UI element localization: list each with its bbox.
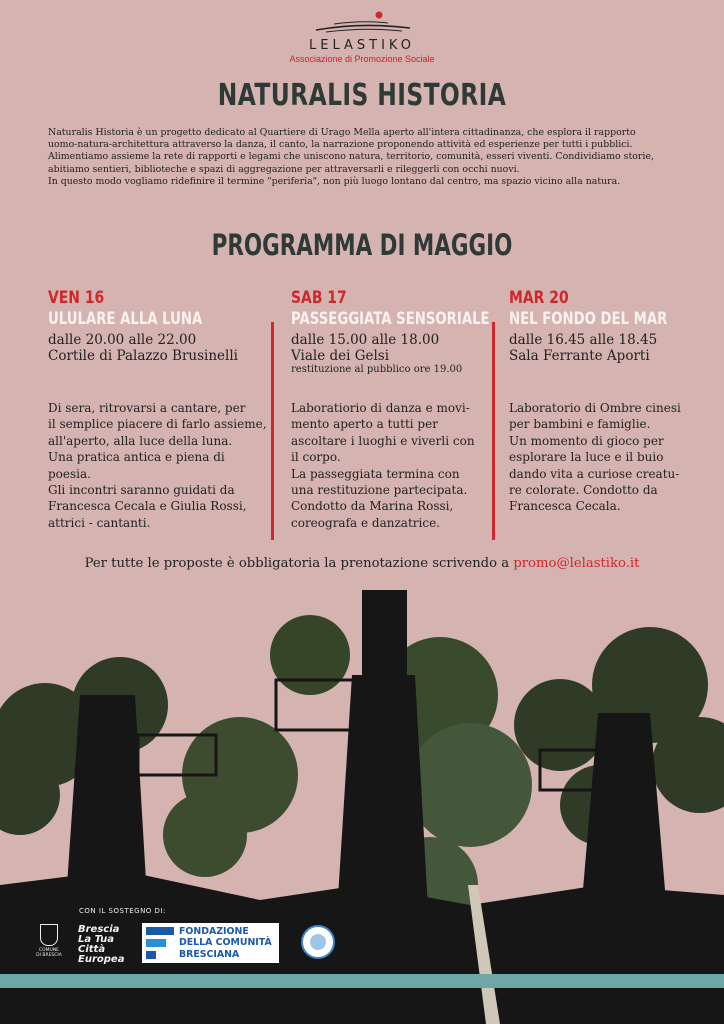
central-tower-top: [362, 590, 407, 680]
tree-foliage: [163, 793, 247, 877]
intro-line: Naturalis Historia è un progetto dedicato al Quartiere di Urago Mella aperto all'intera cittadinanza, che esplora il rapporto: [48, 127, 636, 138]
booking-email-link[interactable]: promo@lelastiko.it: [513, 556, 640, 571]
event-title: NEL FONDO DEL MAR: [509, 309, 668, 329]
footer-band: [0, 974, 724, 988]
description-line: Laboratorio di Ombre cinesi: [509, 401, 681, 415]
description-line: Francesca Cecala.: [509, 499, 621, 514]
event-day: SAB 17: [291, 288, 347, 308]
description-line: Una pratica antica e piena di: [48, 450, 225, 465]
comune-label: COMUNE DI BRESCIA: [36, 948, 62, 958]
tree-foliage: [270, 615, 350, 695]
fondazione-line: FONDAZIONE: [179, 926, 249, 937]
description-line: per bambini e famiglie.: [509, 417, 651, 432]
event-time: dalle 20.00 alle 22.00: [48, 332, 197, 348]
intro-line: Alimentiamo assieme la rete di rapporti e legami che uniscono natura, territorio, comunità, esseri viventi. Condividiamo storie,: [48, 151, 654, 163]
description-line: Laboratiorio di danza e movi-: [291, 401, 470, 415]
intro-paragraph: [48, 127, 678, 188]
logo-swoosh-icon: [292, 8, 432, 36]
event-place: Sala Ferrante Aporti: [509, 348, 650, 364]
event-description: [48, 400, 267, 531]
description-line: Francesca Cecala e Giulia Rossi,: [48, 499, 247, 514]
tree-foliage: [514, 679, 606, 771]
event-divider: [271, 322, 274, 540]
fondazione-line: DELLA COMUNITÀ: [179, 937, 272, 949]
description-line: La passeggiata termina con: [291, 466, 460, 481]
fondazione-line: BRESCIANA: [179, 948, 240, 960]
description-line: una restituzione partecipata.: [291, 483, 468, 498]
event-day: MAR 20: [509, 288, 569, 308]
fondazione-name: [179, 926, 272, 960]
event-time: dalle 15.00 alle 18.00: [291, 332, 440, 348]
comune-brescia-logo: [36, 924, 62, 958]
event-note: restituzione al pubblico ore 19.00: [291, 364, 463, 375]
page-title: NATURALIS HISTORIA: [217, 78, 507, 113]
booking-text: Per tutte le proposte è obbligatoria la prenotazione scrivendo a: [84, 556, 514, 571]
description-line: dando vita a curiose creatu-: [509, 466, 680, 481]
description-line: il corpo.: [291, 450, 341, 465]
event-place: Viale dei Gelsi: [291, 348, 390, 364]
logo-mark: [292, 8, 432, 36]
association-logo: [0, 8, 724, 64]
crest-icon: [40, 924, 58, 946]
event-description: [291, 400, 475, 531]
fondazione-f-icon: [144, 925, 176, 961]
description-line: attrici - cantanti.: [48, 515, 151, 530]
description-line: coreografa e danzatrice.: [291, 515, 440, 530]
event-time: dalle 16.45 alle 18.45: [509, 332, 658, 348]
description-line: mento aperto a tutti per: [291, 417, 438, 432]
brescia-european-city-logo: [78, 925, 134, 965]
intro-line: In questo modo vogliamo ridefinire il termine "periferia", non più luogo lontano dal centro, ma spazio vicino alla natura.: [48, 175, 621, 187]
event-title: ULULARE ALLA LUNA: [48, 309, 203, 329]
description-line: Condotto da Marina Rossi,: [291, 499, 454, 514]
description-line: Di sera, ritrovarsi a cantare, per: [48, 401, 246, 415]
brescia-line: Brescia: [78, 924, 120, 935]
program-title: PROGRAMMA DI MAGGIO: [211, 228, 513, 262]
brescia-line: Europea: [78, 954, 125, 965]
intro-line: uomo-natura-architettura attraverso la danza, il canto, la narrazione proponendo attività ed esperienze per tutti i pubblici.: [48, 139, 633, 151]
round-partner-logo: [301, 925, 335, 959]
event-place: Cortile di Palazzo Brusinelli: [48, 348, 238, 364]
tree-foliage: [408, 723, 532, 847]
fondazione-logo: [142, 923, 279, 963]
description-line: esplorare la luce e il buio: [509, 450, 664, 465]
booking-notice: [0, 556, 724, 571]
description-line: ascoltare i luoghi e viverli con: [291, 433, 475, 448]
brescia-line: La Tua Città: [78, 934, 115, 955]
description-line: Gli incontri saranno guidati da: [48, 483, 235, 498]
sponsor-label: CON IL SOSTEGNO DI:: [79, 907, 166, 915]
description-line: all'aperto, alla luce della luna.: [48, 433, 233, 448]
event-title: PASSEGGIATA SENSORIALE: [291, 309, 490, 329]
event-day: VEN 16: [48, 288, 105, 308]
intro-line: abitiamo sentieri, biblioteche e spazi di aggregazione per attraversarli e rileggerli con occhi nuovi.: [48, 163, 520, 175]
description-line: poesia.: [48, 466, 91, 481]
event-divider: [492, 322, 495, 540]
partner-emblem-icon: [310, 934, 326, 950]
event-description: [509, 400, 681, 515]
description-line: Un momento di gioco per: [509, 433, 664, 448]
event-card-1: [48, 288, 268, 538]
event-card-3: [509, 288, 709, 538]
event-card-2: [291, 288, 491, 538]
description-line: il semplice piacere di farlo assieme,: [48, 417, 267, 432]
description-line: re colorate. Condotto da: [509, 483, 658, 498]
brand-subtitle: Associazione di Promozione Sociale: [289, 54, 435, 64]
brand-name: LELASTIKO: [309, 38, 415, 53]
